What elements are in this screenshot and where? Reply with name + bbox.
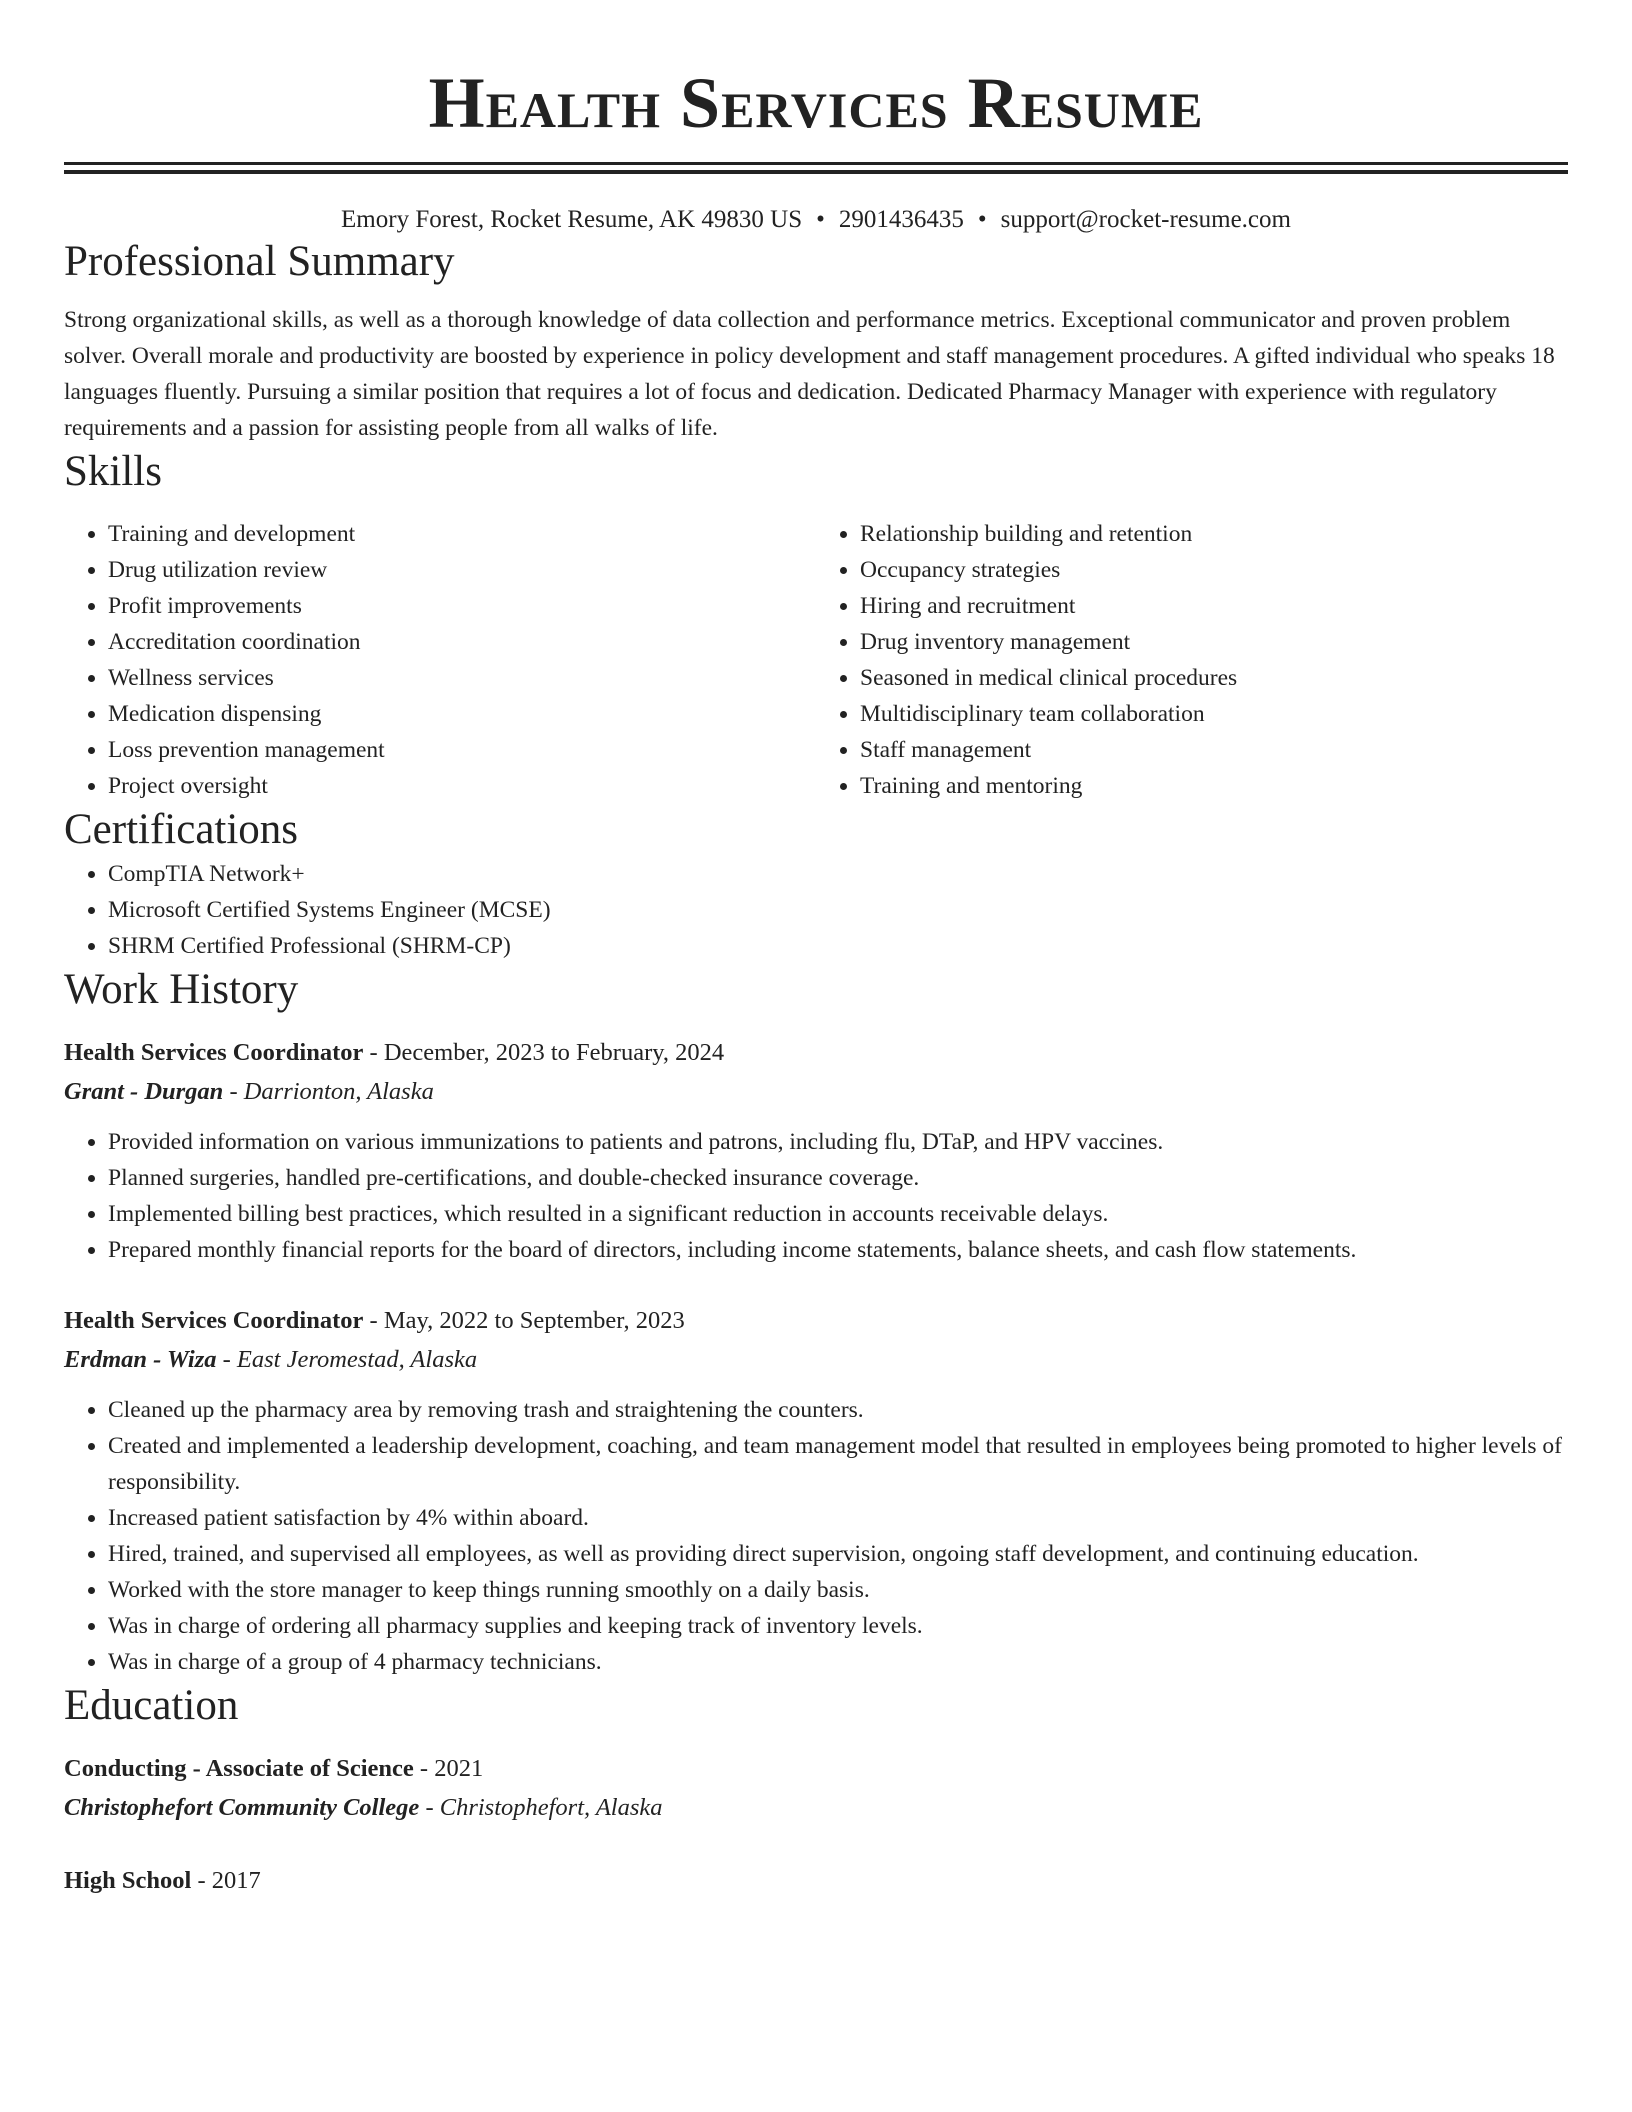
job-location: - Darrionton, Alaska <box>223 1078 434 1105</box>
certification-item: • CompTIA Network+ <box>108 856 1568 892</box>
contact-email: support@rocket-resume.com <box>1000 206 1291 233</box>
job-bullet: • Hired, trained, and supervised all employees, as well as providing direct supervision, ongoing staff development, and continuing education. <box>108 1536 1568 1572</box>
contact-separator: • <box>977 206 987 233</box>
job-employer <box>64 1340 1568 1380</box>
job-bullet: • Created and implemented a leadership development, coaching, and team management model that resulted in employees being promoted to higher levels of responsibility. <box>108 1428 1568 1500</box>
certification-item: • Microsoft Certified Systems Engineer (MCSE) <box>108 892 1568 928</box>
contact-address: Emory Forest, Rocket Resume, AK 49830 US <box>341 206 803 233</box>
certifications-list <box>64 856 1568 964</box>
summary-text: Strong organizational skills, as well as a thorough knowledge of data collection and performance metrics. Exceptional communicator and proven problem solver. Overall morale and productivity are boosted by experience in policy development and staff management procedures. A gifted individual who speaks 18 languages fluently. Pursuing a similar position that requires a lot of focus and dedication. Dedicated Pharmacy Manager with experience with regulatory requirements and a passion for assisting people from all walks of life. <box>64 307 1555 441</box>
skill-item: • Staff management <box>860 732 1568 768</box>
certification-item: • SHRM Certified Professional (SHRM-CP) <box>108 928 1568 964</box>
education-year: - 2017 <box>191 1867 261 1894</box>
skills-columns <box>64 516 1568 804</box>
work-history-heading: Work History <box>64 966 299 1013</box>
skill-item: • Drug utilization review <box>108 552 816 588</box>
education-location: - Christophefort, Alaska <box>419 1794 663 1821</box>
job-bullet: • Cleaned up the pharmacy area by removing trash and straightening the counters. <box>108 1392 1568 1428</box>
job-employer <box>64 1072 1568 1112</box>
education-degree: High School <box>64 1867 192 1894</box>
skill-item: • Drug inventory management <box>860 624 1568 660</box>
contact-line <box>64 204 1568 236</box>
job-bullet: • Planned surgeries, handled pre-certifications, and double-checked insurance coverage. <box>108 1160 1568 1196</box>
job-dates: - December, 2023 to February, 2024 <box>363 1039 725 1066</box>
job-bullets <box>64 1124 1568 1268</box>
education-year: - 2021 <box>413 1755 484 1782</box>
skills-list-left <box>64 516 816 804</box>
skill-item: • Relationship building and retention <box>860 516 1568 552</box>
skill-item: • Seasoned in medical clinical procedures <box>860 660 1568 696</box>
job-bullets <box>64 1392 1568 1680</box>
skill-item: • Training and mentoring <box>860 768 1568 804</box>
job-bullet: • Was in charge of a group of 4 pharmacy technicians. <box>108 1644 1568 1680</box>
job-bullet: • Prepared monthly financial reports for the board of directors, including income statements, balance sheets, and cash flow statements. <box>108 1232 1568 1268</box>
education-header <box>64 1750 1568 1788</box>
education-heading: Education <box>64 1682 239 1729</box>
skill-item: • Project oversight <box>108 768 816 804</box>
education-entry <box>64 1862 1568 1900</box>
job-bullet: • Implemented billing best practices, which resulted in a significant reduction in accounts receivable delays. <box>108 1196 1568 1232</box>
job-company: Grant - Durgan <box>64 1078 224 1105</box>
skill-item: • Accreditation coordination <box>108 624 816 660</box>
job-bullet: • Provided information on various immunizations to patients and patrons, including flu, DTaP, and HPV vaccines. <box>108 1124 1568 1160</box>
skill-item: • Training and development <box>108 516 816 552</box>
education-header <box>64 1862 1568 1900</box>
job-bullet: • Increased patient satisfaction by 4% within aboard. <box>108 1500 1568 1536</box>
skill-item: • Occupancy strategies <box>860 552 1568 588</box>
job-company: Erdman - Wiza <box>64 1346 217 1373</box>
certifications-heading: Certifications <box>64 806 299 853</box>
job-header <box>64 1302 1568 1340</box>
job-location: - East Jeromestad, Alaska <box>216 1346 478 1373</box>
skill-item: • Profit improvements <box>108 588 816 624</box>
skills-list-right <box>816 516 1568 804</box>
contact-phone: 2901436435 <box>838 206 964 233</box>
skills-heading: Skills <box>64 448 162 495</box>
skill-item: • Loss prevention management <box>108 732 816 768</box>
title-rule-bottom <box>64 170 1568 174</box>
summary-heading: Professional Summary <box>64 238 455 285</box>
job-bullet: • Worked with the store manager to keep things running smoothly on a daily basis. <box>108 1572 1568 1608</box>
skill-item: • Multidisciplinary team collaboration <box>860 696 1568 732</box>
title-rule-top <box>64 162 1568 165</box>
job-role: Health Services Coordinator <box>64 1307 364 1334</box>
job-bullet: • Was in charge of ordering all pharmacy supplies and keeping track of inventory levels. <box>108 1608 1568 1644</box>
job-entry <box>64 1302 1568 1680</box>
skill-item: • Wellness services <box>108 660 816 696</box>
education-school-line <box>64 1788 1568 1828</box>
education-entry <box>64 1750 1568 1828</box>
job-entry <box>64 1034 1568 1268</box>
skill-item: • Medication dispensing <box>108 696 816 732</box>
job-dates: - May, 2022 to September, 2023 <box>363 1307 685 1334</box>
skill-item: • Hiring and recruitment <box>860 588 1568 624</box>
job-header <box>64 1034 1568 1072</box>
education-degree: Conducting - Associate of Science <box>64 1755 414 1782</box>
education-school: Christophefort Community College <box>64 1794 420 1821</box>
resume-title: Health Services Resume <box>428 63 1204 143</box>
contact-separator: • <box>816 206 825 233</box>
job-role: Health Services Coordinator <box>64 1039 364 1066</box>
